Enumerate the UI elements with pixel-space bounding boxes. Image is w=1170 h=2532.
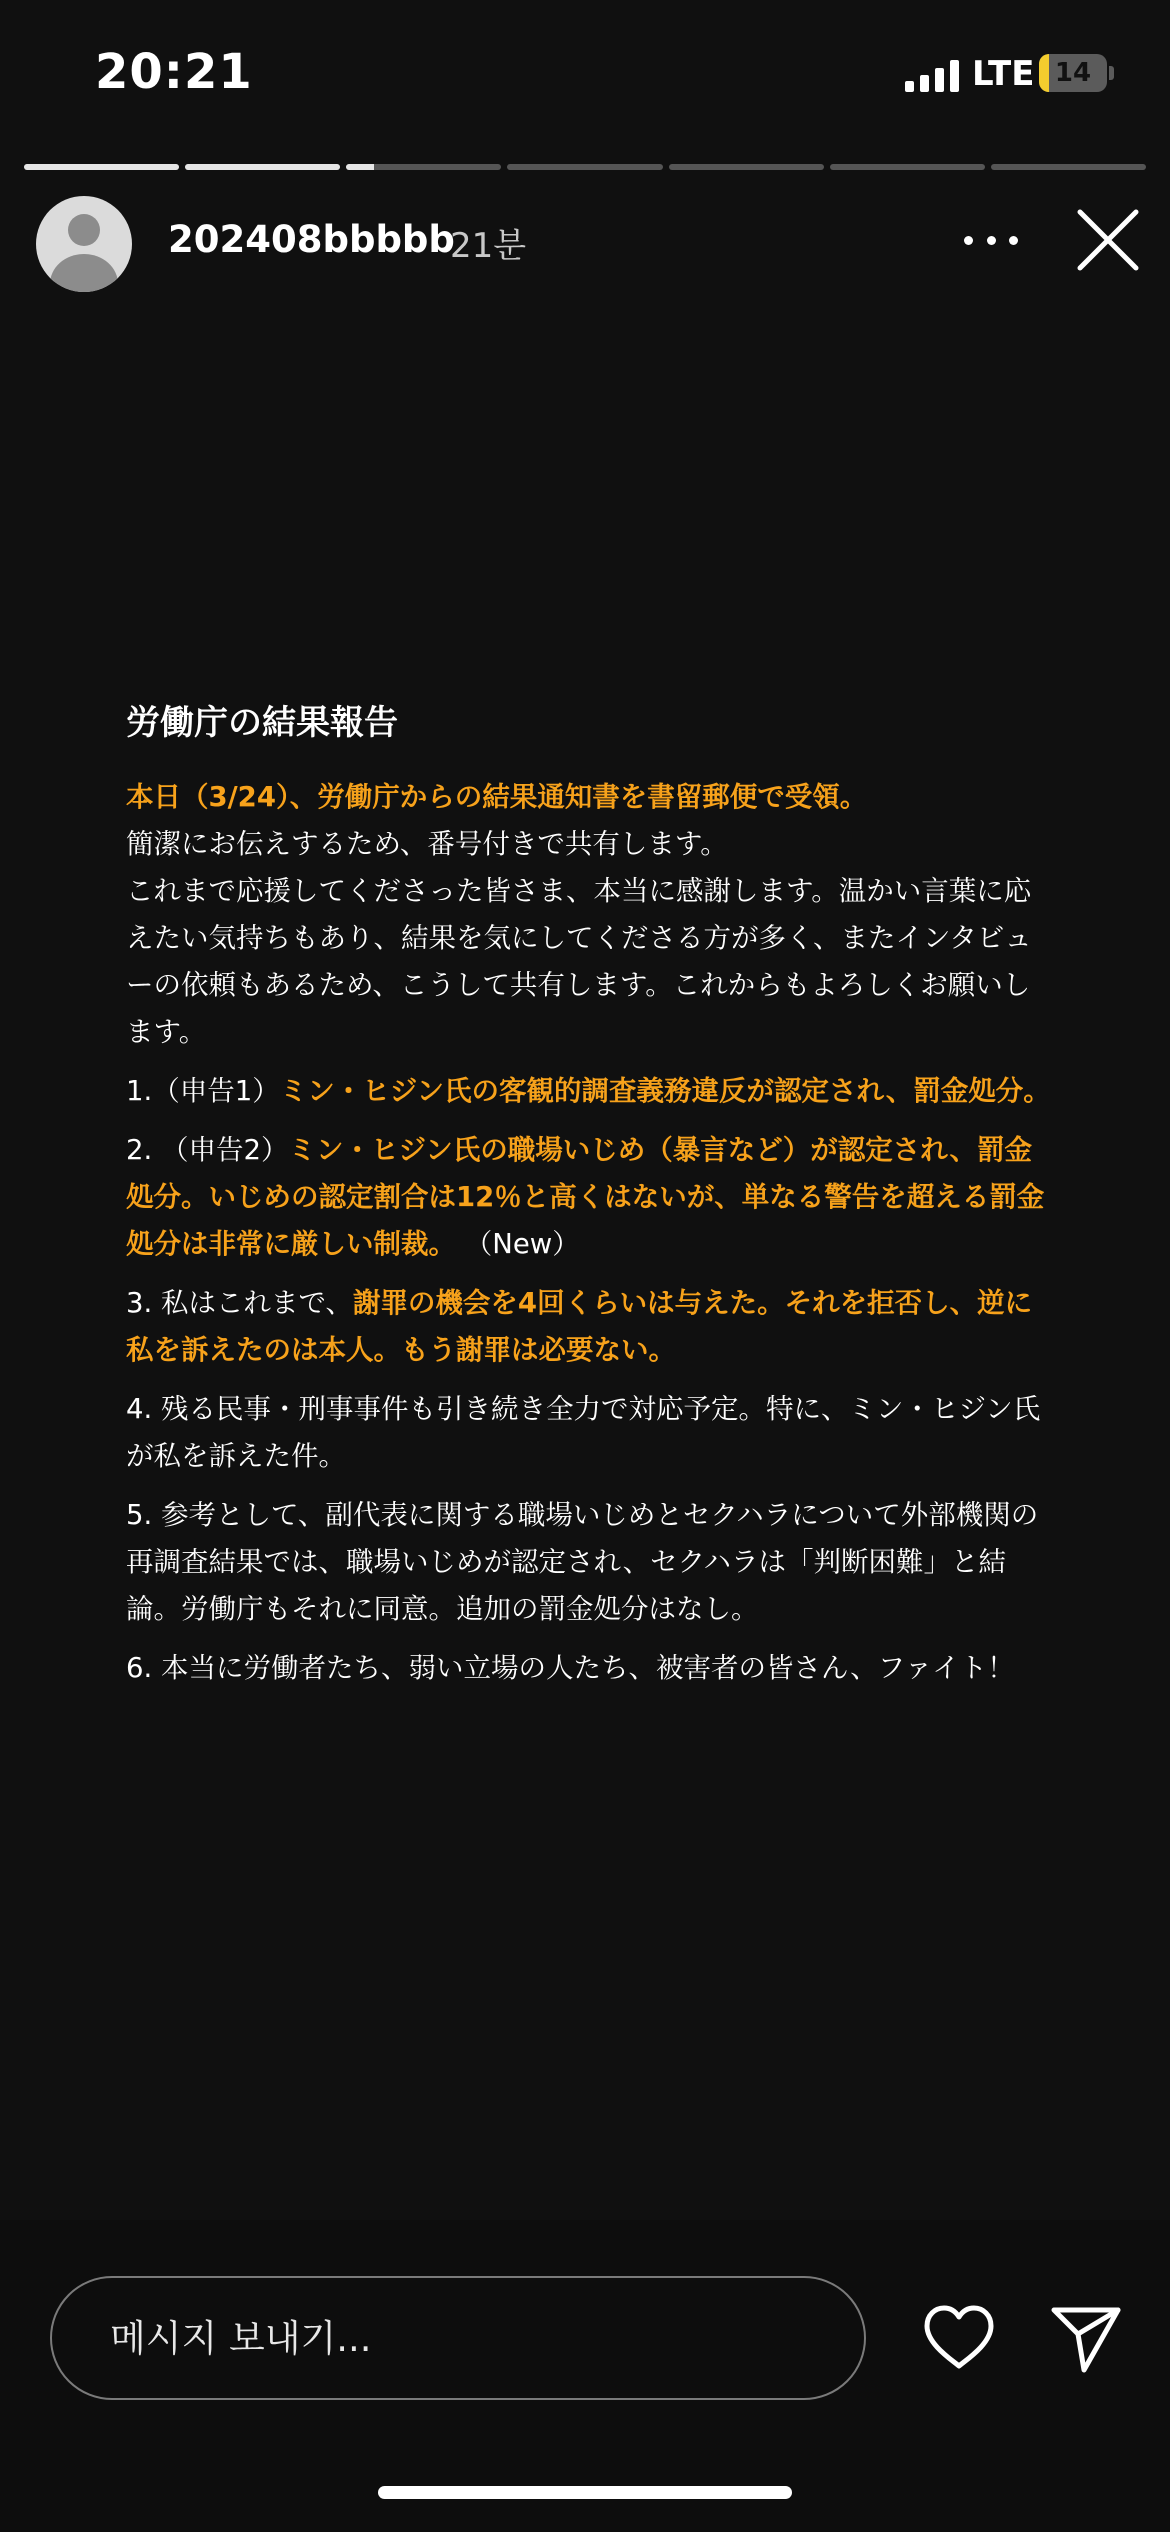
story-intro	[126, 774, 1056, 1056]
message-input[interactable]	[50, 2276, 866, 2400]
story-progress-bar	[24, 164, 1146, 170]
more-icon[interactable]	[964, 232, 1018, 248]
progress-segment	[24, 164, 179, 170]
story-content	[126, 695, 1056, 1704]
close-icon[interactable]	[1076, 208, 1140, 272]
avatar-icon[interactable]	[36, 196, 132, 292]
story-item-6: 6. 本当に労働者たち、弱い立場の人たち、被害者の皆さん、ファイト！	[126, 1652, 1015, 1684]
progress-segment	[830, 164, 985, 170]
item2-highlight: ミン・ヒジン氏の職場いじめ（暴言など）が認定され、罰金処分。いじめの認定割合は12％と高くはないが、単なる警告を超える罰金処分は非常に厳しい制裁。	[126, 1134, 1045, 1260]
story-item-4: 4. 残る民事・刑事事件も引き続き全力で対応予定。特に、ミン・ヒジン氏が私を訴えた件。	[126, 1393, 1041, 1472]
progress-segment-fill	[346, 164, 374, 170]
item2-prefix: 2. （申告2）	[126, 1134, 289, 1166]
elapsed-time: 21분	[450, 226, 527, 266]
story-item-3	[126, 1280, 1056, 1374]
item1-prefix: 1.（申告1）	[126, 1075, 280, 1107]
story-header	[0, 190, 1170, 300]
item2-suffix: （New）	[456, 1228, 580, 1260]
item3-highlight: 謝罪の機会を4回くらいは与えた。それを拒否し、逆に私を訴えたのは本人。もう謝罪は必要ない。	[126, 1287, 1033, 1366]
progress-segment	[346, 164, 501, 170]
network-label: LTE	[972, 54, 1035, 94]
progress-segment-fill	[24, 164, 179, 170]
status-time: 20:21	[95, 44, 253, 100]
story-item-2	[126, 1127, 1056, 1268]
progress-segment	[991, 164, 1146, 170]
signal-icon	[905, 60, 961, 92]
item1-highlight: ミン・ヒジン氏の客観的調査義務違反が認定され、罰金処分。	[279, 1075, 1051, 1107]
intro-text: 簡潔にお伝えするため、番号付きで共有します。 これまで応援してくださった皆さま、本当に感謝します。温かい言葉に応えたい気持ちもあり、結果を気にしてくださる方が多く、またインタビューの依頼もあるため、こうして共有します。これからもよろしくお願いします。	[126, 828, 1032, 1048]
heart-icon[interactable]	[922, 2304, 996, 2372]
progress-segment	[507, 164, 662, 170]
home-indicator	[378, 2486, 792, 2499]
battery-icon	[1039, 54, 1107, 92]
battery-cap	[1109, 66, 1114, 80]
battery-percent: 14	[1054, 58, 1092, 88]
send-icon[interactable]	[1050, 2302, 1122, 2374]
progress-segment	[669, 164, 824, 170]
intro-highlight: 本日（3/24）、労働庁からの結果通知書を書留郵便で受領。	[126, 781, 868, 813]
story-title: 労働庁の結果報告	[126, 703, 398, 743]
status-bar	[0, 0, 1170, 150]
username[interactable]: 202408bbbbb	[168, 218, 455, 261]
progress-segment	[185, 164, 340, 170]
story-item-1	[126, 1068, 1056, 1115]
item3-prefix: 3. 私はこれまで、	[126, 1287, 353, 1319]
story-item-5: 5. 参考として、副代表に関する職場いじめとセクハラについて外部機関の再調査結果では、職場いじめが認定され、セクハラは「判断困難」と結論。労働庁もそれに同意。追加の罰金処分はなし。	[126, 1499, 1039, 1625]
progress-segment-fill	[185, 164, 340, 170]
